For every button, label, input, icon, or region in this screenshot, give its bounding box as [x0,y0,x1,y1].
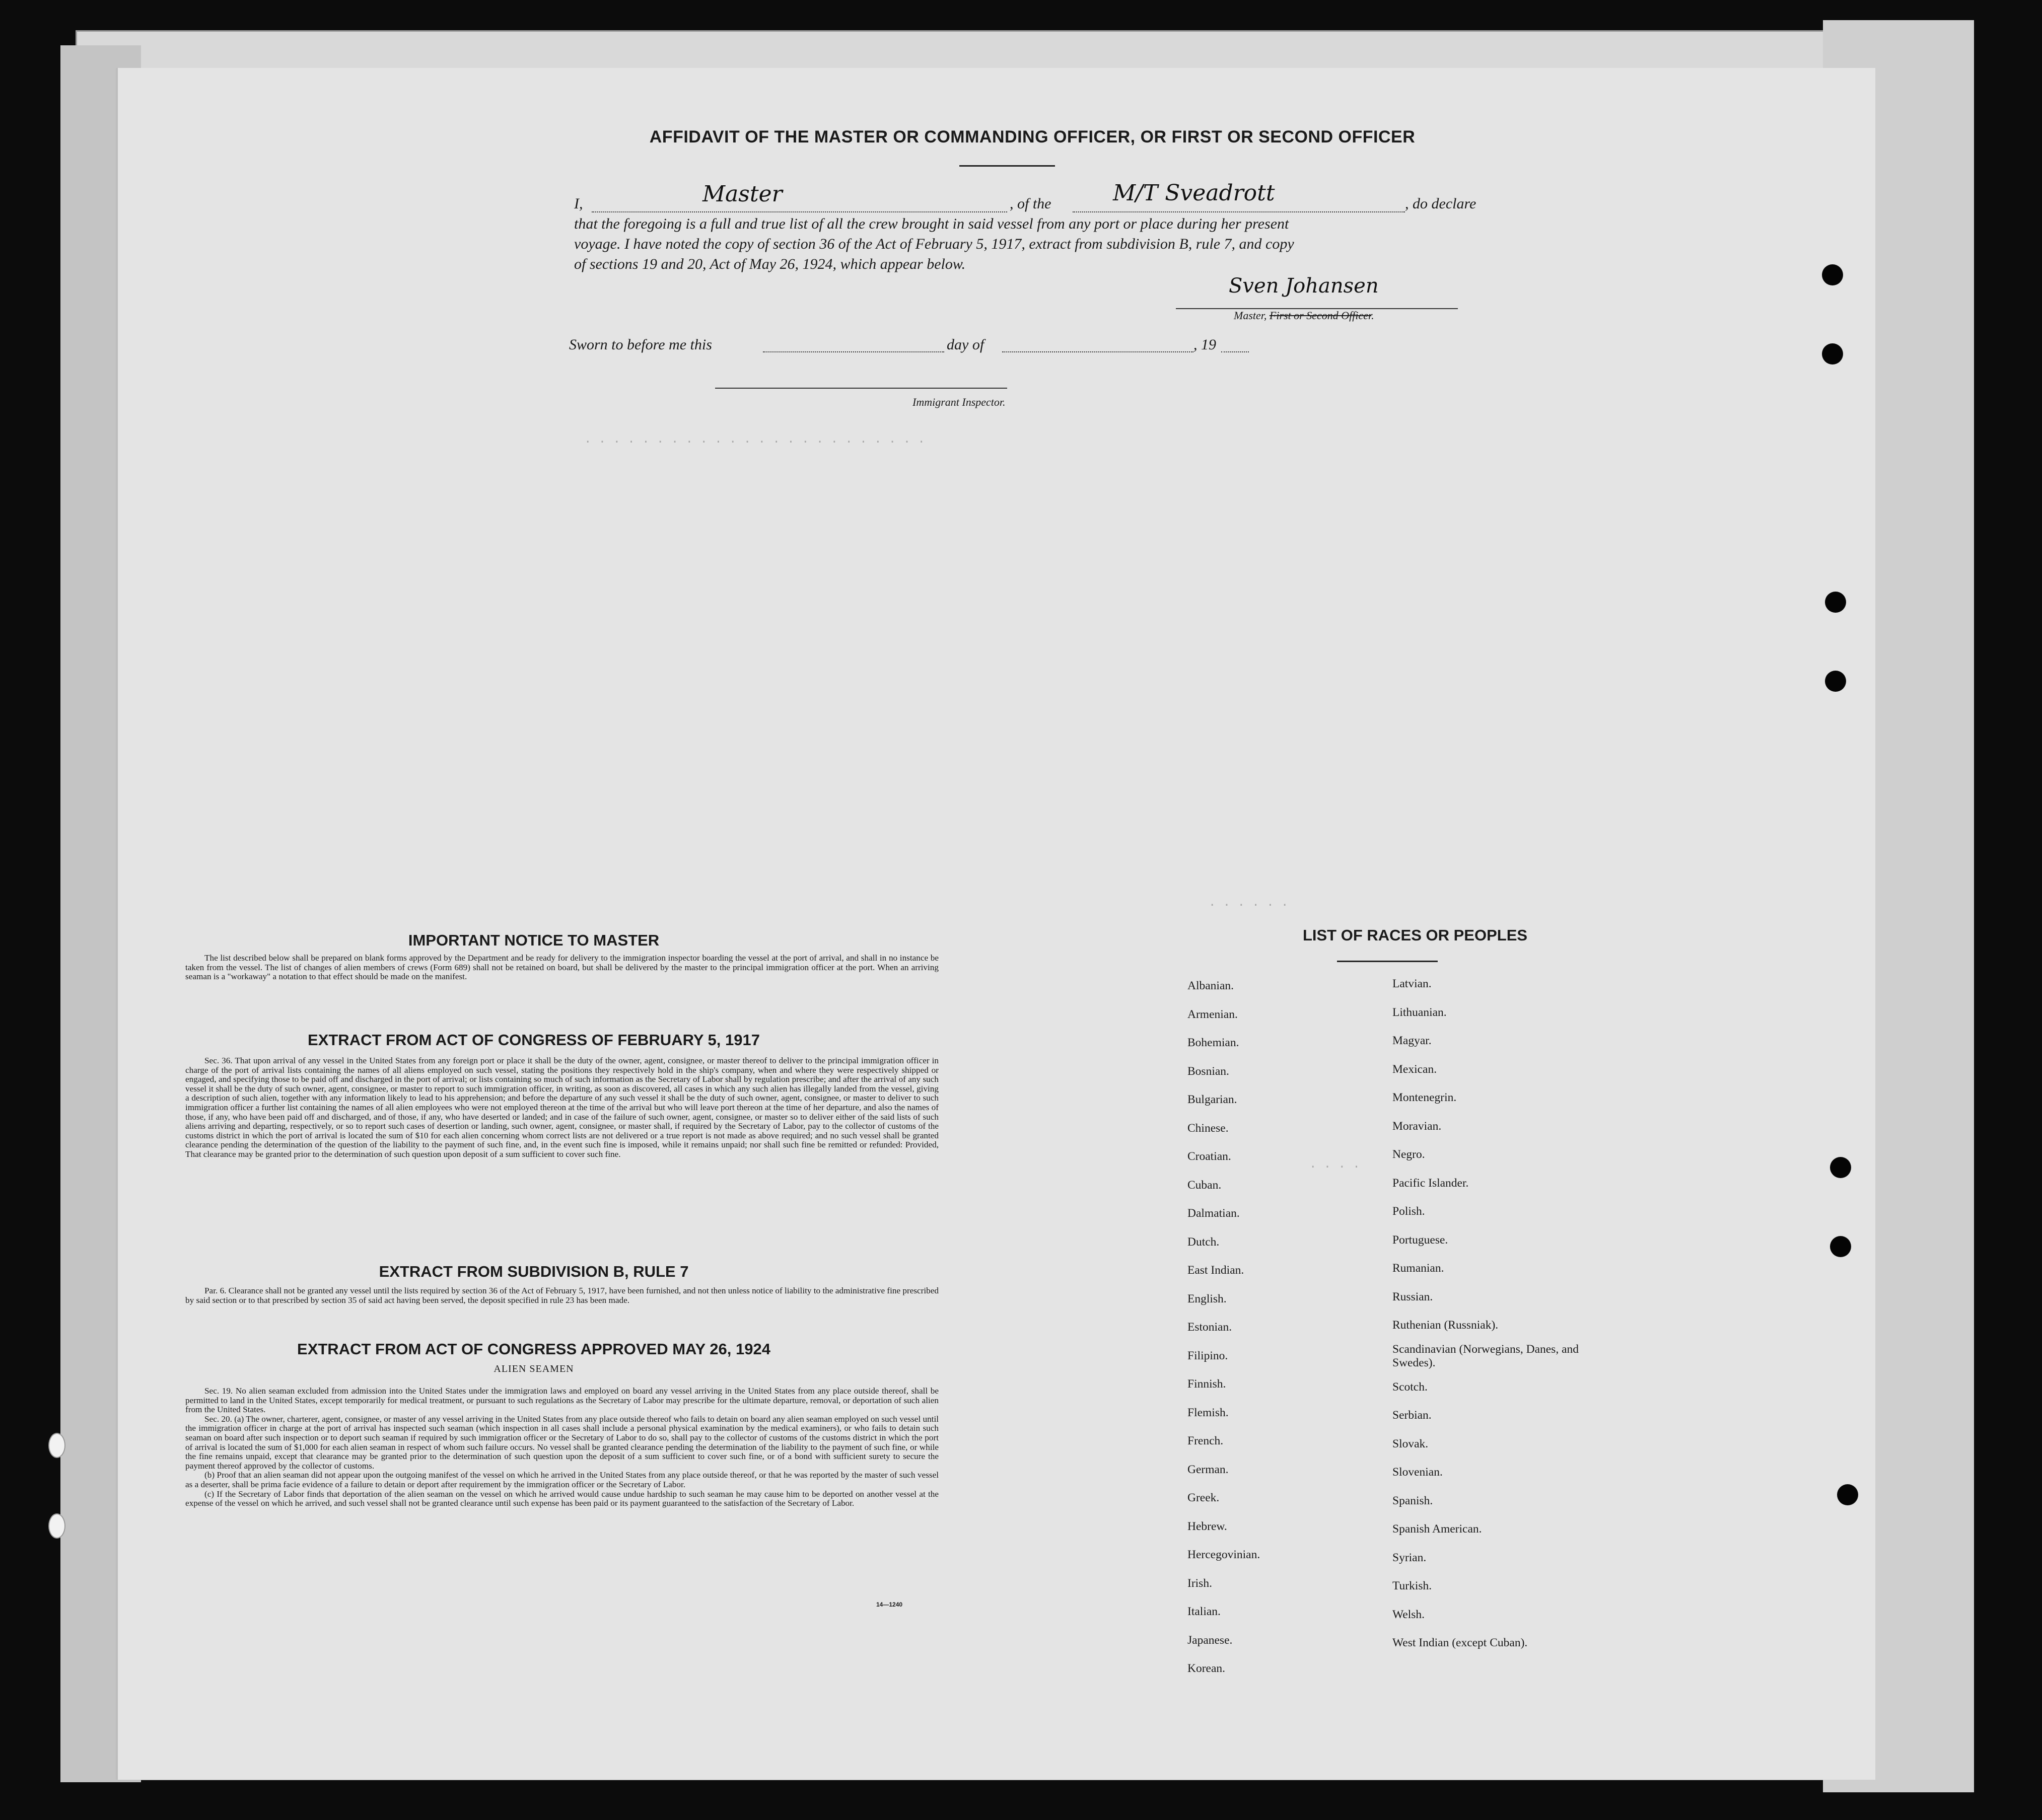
race-item: Dalmatian. [1187,1207,1240,1220]
race-item: Bulgarian. [1187,1093,1237,1106]
do-declare-label: , do declare [1405,195,1476,212]
race-item: Negro. [1392,1148,1425,1161]
punch-hole [1822,264,1843,285]
race-item: Polish. [1392,1205,1425,1218]
race-item: Estonian. [1187,1321,1232,1334]
race-item: Filipino. [1187,1349,1228,1362]
race-item: Serbian. [1392,1409,1432,1422]
race-item: Greek. [1187,1491,1220,1504]
race-item: Spanish. [1392,1494,1433,1507]
notice-text: The list described below shall be prepared on blank forms approved by the Department and be ready for delivery to the immigration inspector boarding the vessel at the port of arrival, and shall in no instance be taken from the vessel. The list of changes of alien members of crews (Form 689) shall not be retained on board, but shall be delivered by the master to the principal immigration officer at the port. When an arriving seaman is a "workaway" a notation to that effect should be made on the manifest. [185,953,939,982]
race-item: German. [1187,1463,1229,1476]
race-item: Montenegrin. [1392,1091,1457,1104]
race-item: Flemish. [1187,1406,1229,1419]
race-item: Hercegovinian. [1187,1548,1260,1561]
inspector-signature-line [715,388,1007,389]
race-item: Lithuanian. [1392,1005,1447,1019]
race-item: Rumanian. [1392,1262,1444,1275]
race-item: East Indian. [1187,1264,1244,1277]
manifest-page [116,68,1875,1780]
affidavit-text-line: voyage. I have noted the copy of section 36 of the Act of February 5, 1917, extract from subdivision B, rule 7, and copy [574,236,1294,252]
race-item: Pacific Islander. [1392,1176,1469,1190]
immigrant-inspector-label: Immigrant Inspector. [912,396,1006,408]
race-item: Russian. [1392,1290,1433,1303]
race-item: Scandinavian (Norwegians, Danes, and Swedes). [1392,1342,1579,1369]
race-item: Chinese. [1187,1121,1229,1135]
bleed-through-text: . . . . [1309,1158,1360,1172]
vessel-name-field [1073,211,1405,212]
race-item: Moravian. [1392,1119,1442,1133]
vessel-name-value: M/T Sveadrott [1113,180,1275,206]
race-item: Korean. [1187,1662,1226,1675]
races-column-right [1392,970,1589,1657]
punch-hole [1825,592,1846,613]
race-item: Italian. [1187,1605,1221,1618]
affidavit-text-line: that the foregoing is a full and true list of all the crew brought in said vessel from any port or place during her present [574,215,1289,232]
punch-hole [48,1433,65,1458]
race-item: Finnish. [1187,1377,1226,1391]
master-name-value: Master [702,181,783,207]
race-item: Japanese. [1187,1633,1233,1647]
race-item: Slovak. [1392,1437,1429,1450]
affidavit-title: AFFIDAVIT OF THE MASTER OR COMMANDING OFFICER, OR FIRST OR SECOND OFFICER [649,127,1416,147]
sworn-day-field [763,351,944,352]
bleed-through-text: . . . . . . . . . . . . . . . . . . . . . . . . [584,433,925,447]
race-item: Latvian. [1392,977,1432,990]
extract-1917-title: EXTRACT FROM ACT OF CONGRESS OF FEBRUARY 5, 1917 [308,1031,760,1049]
punch-hole [1830,1157,1851,1178]
punch-hole [1830,1236,1851,1257]
punch-hole [1822,343,1843,365]
race-item: Armenian. [1187,1007,1238,1021]
race-item: Spanish American. [1392,1522,1482,1536]
affidavit-text-line: of sections 19 and 20, Act of May 26, 1924, which appear below. [574,256,966,272]
race-item: Irish. [1187,1576,1212,1590]
extract-1917-text: Sec. 36. That upon arrival of any vessel in the United States from any foreign port or place it shall be the duty of the owner, agent, consignee, or master thereof to deliver to the principal immigration officer in charge of the port of arrival lists containing the names of all aliens employed on such vessel, stating the positions they respectively hold in the ship's company, when and where they were respectively shipped or engaged, and specifying those to be paid off and discharged in the port of arrival; or lists containing so much of such information as the Secretary of Labor shall by regulation prescribe; and after the arrival of any such vessel it shall be the duty of such owner, agent, consignee, or master to report to such immigration officer, in writing, as soon as discovered, all cases in which any such alien has illegally landed from the vessel, giving a description of such alien, together with any information likely to lead to his apprehension; and before the departure of any such vessel it shall be the duty of such owner, agent, consignee, or master to deliver to such immigration officer a further list containing the names of all alien employees who were not employed thereon at the time of the arrival but who will leave port thereon at the time of her departure, and also the names of those, if any, who have been paid off and discharged, and of those, if any, who have deserted or landed; and in case of the failure of such owner, agent, consignee, or master so to deliver either of the said lists of such aliens arriving and departing, respectively, or so to report such cases of desertion or landing, such owner, agent, consignee, or master shall, if required by the Secretary of Labor, pay to the collector of customs of the customs district in which the port of arrival is located the sum of $10 for each alien concerning whom correct lists are not delivered or a true report is not made as above required; and no such vessel shall be granted clearance pending the determination of the question of the liability to the payment of such fine, and, in the event such fine is imposed, while it remains unpaid; nor shall such fine be remitted or refunded: Provided, That clearance may be granted prior to the determination of such question upon deposit of a sum sufficient to cover such fine. [185,1056,939,1159]
title-underline [959,165,1055,167]
master-signature: Sven Johansen [1229,274,1379,298]
punch-hole [1825,671,1846,692]
sworn-label: Sworn to before me this [569,336,712,353]
races-title: LIST OF RACES OR PEOPLES [1302,926,1528,944]
race-item: Ruthenian (Russniak). [1392,1319,1499,1332]
race-item: Portuguese. [1392,1233,1448,1247]
race-item: Welsh. [1392,1608,1425,1621]
extract-1924-title: EXTRACT FROM ACT OF CONGRESS APPROVED MAY 26, 1924 [297,1340,770,1358]
race-item: Slovenian. [1392,1466,1443,1479]
race-item: Mexican. [1392,1062,1437,1076]
notice-title: IMPORTANT NOTICE TO MASTER [408,931,660,949]
races-column-left [1187,972,1260,1683]
punch-hole [48,1513,65,1539]
year-label: , 19 [1193,336,1216,353]
sworn-month-field [1002,351,1193,352]
race-item: English. [1187,1292,1227,1305]
extract-rule7-text: Par. 6. Clearance shall not be granted any vessel until the lists required by section 36 of the Act of February 5, 1917, have been furnished, and not then unless notice of liability to the administrative fine prescribed by said section or to that prescribed by section 35 of said act having been served, the deposit specified in rule 23 has been made. [185,1286,939,1305]
race-item: Bosnian. [1187,1064,1229,1078]
race-item: Dutch. [1187,1235,1220,1249]
race-item: French. [1187,1434,1224,1447]
alien-seamen-subtitle: ALIEN SEAMEN [494,1363,574,1374]
punch-hole [1837,1484,1858,1505]
sworn-year-field [1221,351,1249,352]
of-the-label: , of the [1010,195,1051,212]
race-item: Syrian. [1392,1551,1427,1564]
race-item: Bohemian. [1187,1036,1239,1049]
race-item: Albanian. [1187,979,1234,992]
affidavit-i-label: I, [574,195,583,212]
race-item: West Indian (except Cuban). [1392,1636,1528,1649]
race-item: Croatian. [1187,1150,1231,1163]
race-item: Magyar. [1392,1034,1432,1047]
extract-1924-text: Sec. 19. No alien seaman excluded from admission into the United States under the immigration laws and employed on board any vessel arriving in the United States from any place outside thereof, shall be permitted to land in the United States, except temporarily for medical treatment, or pursuant to such regulations as the Secretary of Labor may prescribe for the ultimate departure, removal, or deportation of such alien from the United States. Sec. 20. (a) The owner, charterer, agent, consignee, or master of any vessel arriving in the United States from any place outside thereof who fails to detain on board any alien seaman employed on such vessel until the immigration officer in charge at the port of arrival has inspected such seaman (which inspection in all cases shall include a personal physical examination by the medical examiners), or who fails to detain such seaman on board after such inspection or to deport such seaman if required by such immigration officer or the Secretary of Labor to do so, shall pay to the collector of customs of the customs district in which the port of arrival is located the sum of $1,000 for each alien seaman in respect of whom such failure occurs. No vessel shall be granted clearance pending the determination of the liability to the payment of such fine, or while the fine remains unpaid, except that clearance may be granted prior to the determination of such question upon the deposit of a sum sufficient to cover such fine, or of a bond with sufficient surety to secure the payment thereof approved by the collector of customs. (b) Proof that an alien seaman did not appear upon the outgoing manifest of the vessel on which he arrived in the United States from any place outside thereof, or that he was reported by the master of such vessel as a deserter, shall be prima facie evidence of a failure to detain or deport after requirement by the immigration officer or the Secretary of Labor. (c) If the Secretary of Labor finds that deportation of the alien seaman on the vessel on which he arrived would cause undue hardship to such seaman he may cause him to be deported on another vessel at the expense of the vessel on which he arrived, and such vessel shall not be granted clearance until such expense has been paid or its payment guaranteed to the satisfaction of the Secretary of Labor. [185,1386,939,1508]
bleed-through-text: . . . . . . [1209,896,1289,910]
race-item: Scotch. [1392,1380,1428,1394]
race-item: Hebrew. [1187,1519,1227,1533]
races-title-underline [1337,961,1438,962]
extract-rule7-title: EXTRACT FROM SUBDIVISION B, RULE 7 [379,1263,689,1280]
race-item: Cuban. [1187,1178,1222,1192]
race-item: Turkish. [1392,1579,1432,1592]
form-number: 14—1240 [876,1601,903,1608]
master-name-field [592,211,1007,212]
signature-caption: Master, First or Second Officer. [1234,309,1374,322]
day-of-label: day of [947,336,984,353]
